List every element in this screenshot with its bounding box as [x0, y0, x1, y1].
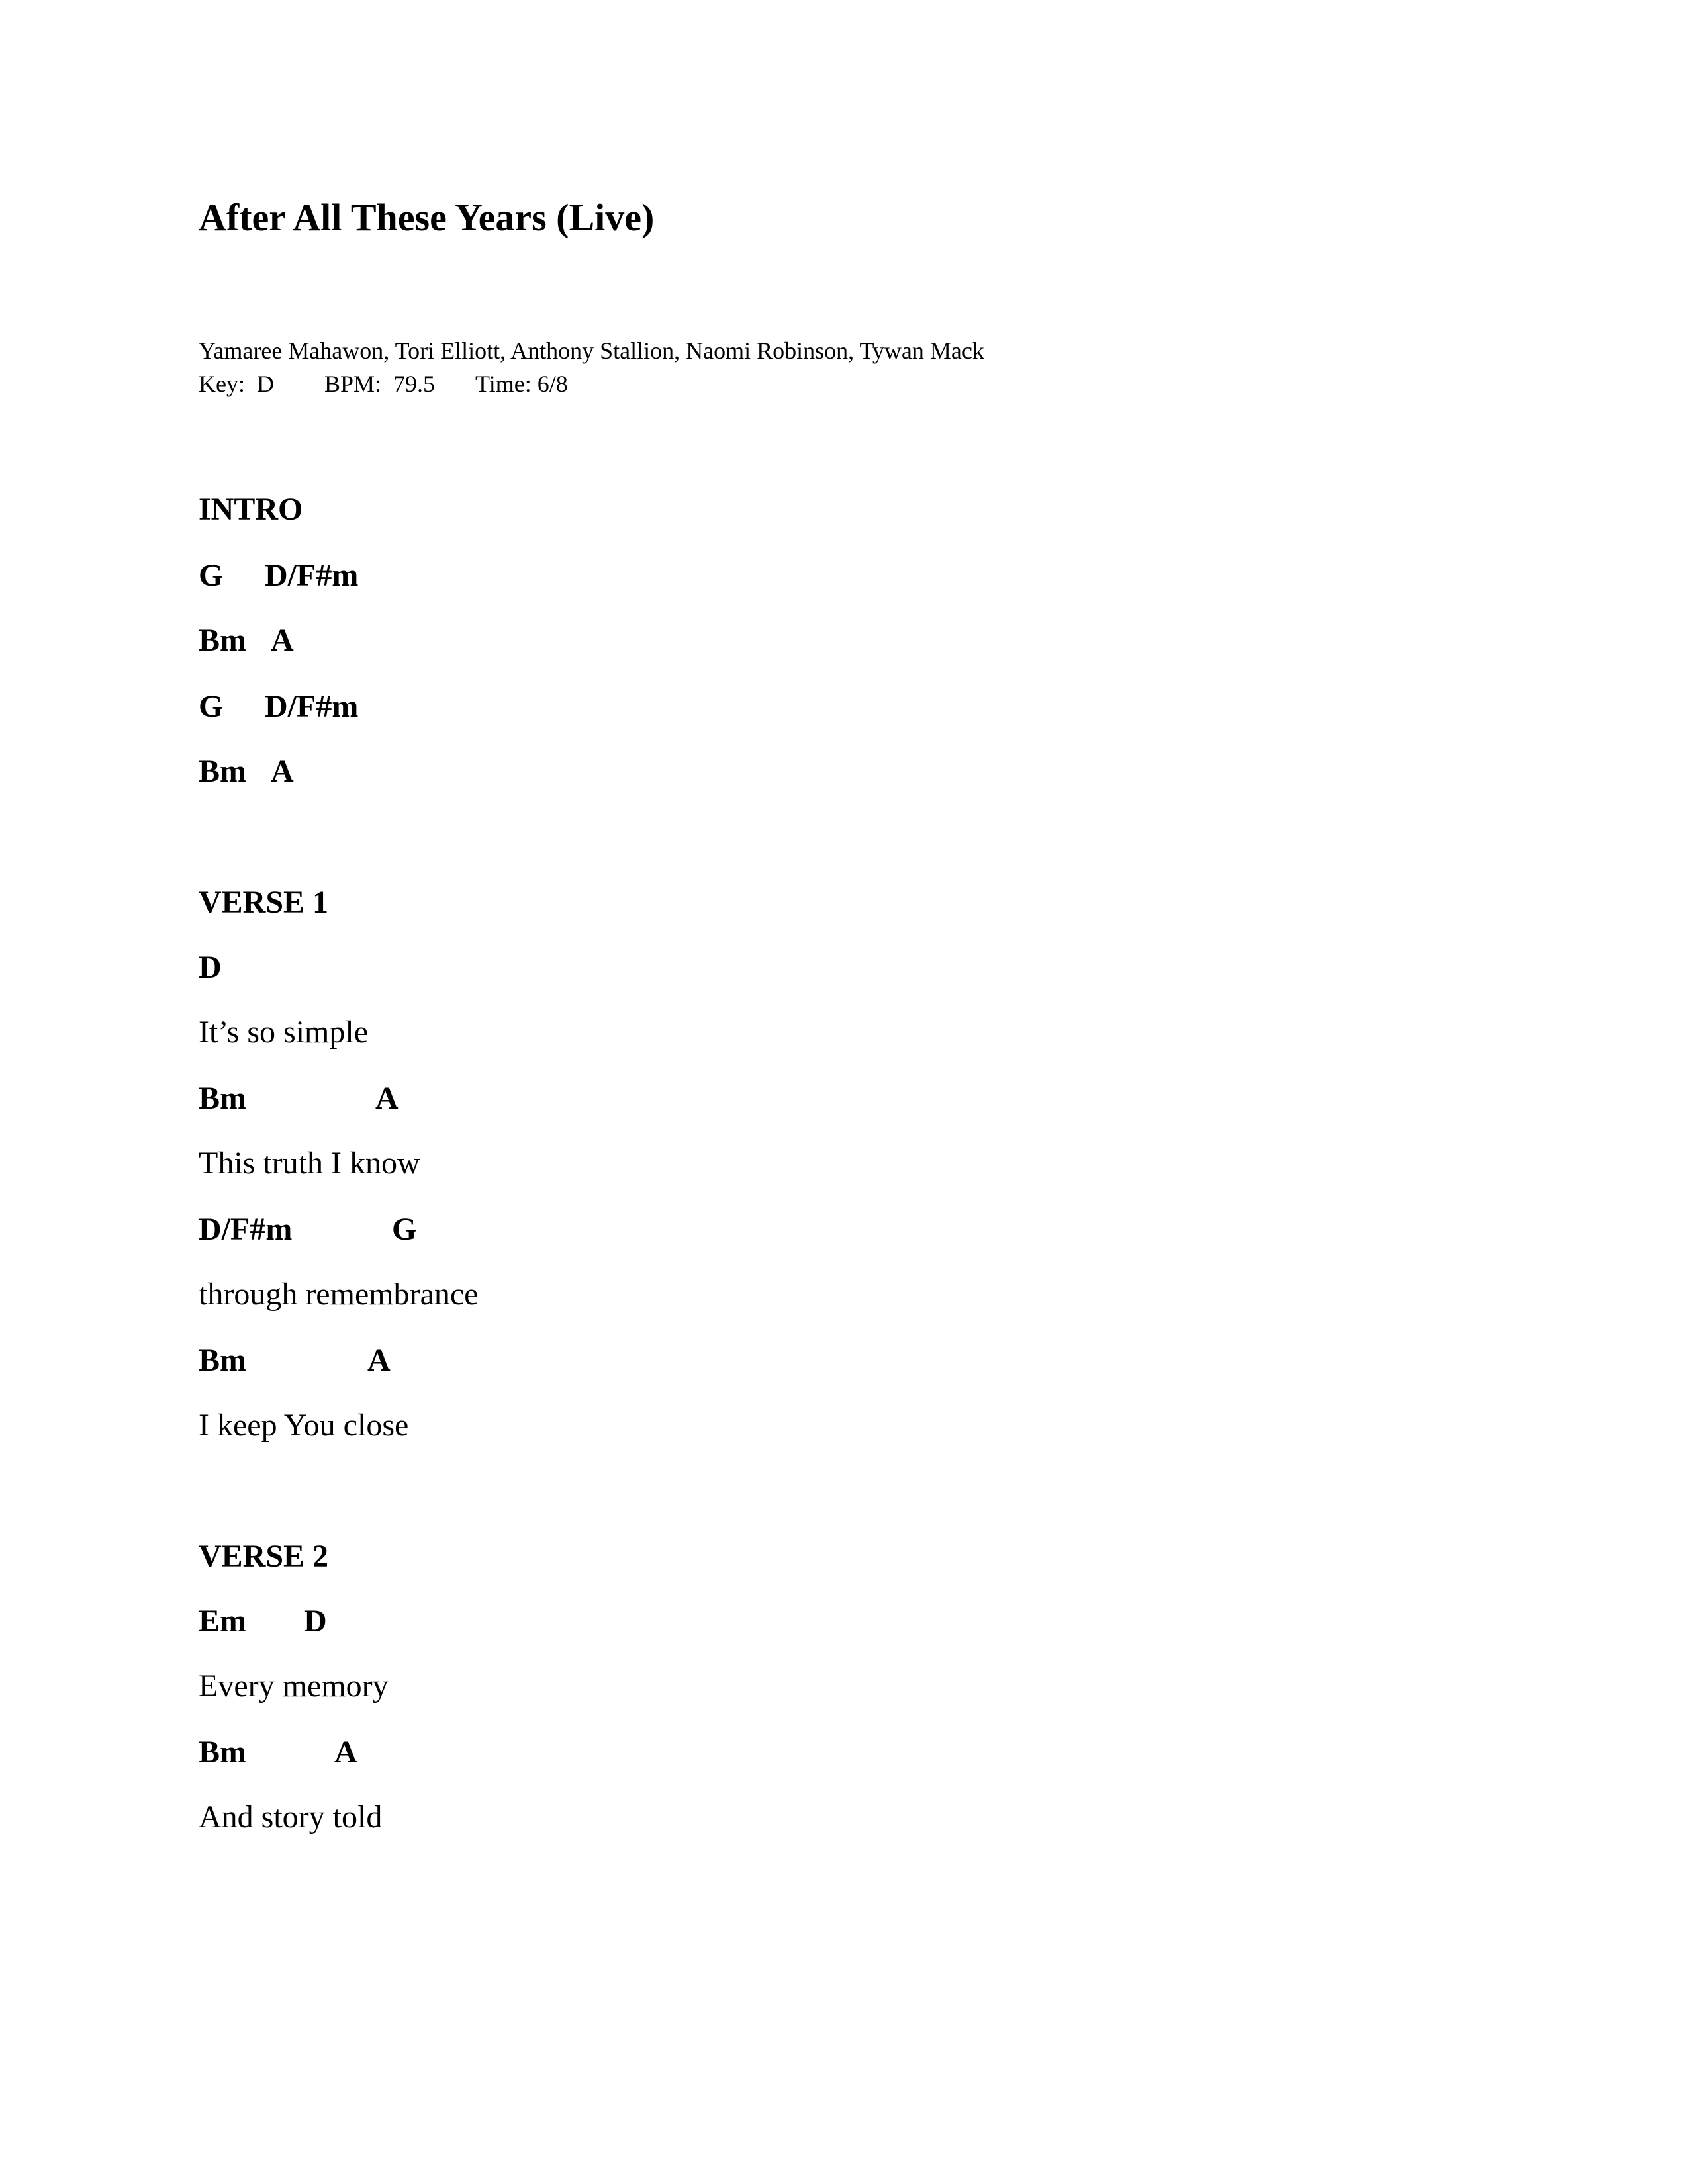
- section-heading-intro: INTRO: [199, 492, 303, 527]
- lyric-line: I keep You close: [199, 1408, 409, 1443]
- chord: G: [199, 689, 224, 724]
- chord-line: [199, 1214, 993, 1247]
- chord-line: [199, 1606, 993, 1639]
- song-time-signature: Time: 6/8: [475, 371, 568, 397]
- chord: Em: [199, 1604, 246, 1639]
- section-heading-verse-1: VERSE 1: [199, 885, 329, 920]
- lyric-line: Every memory: [199, 1668, 389, 1704]
- song-title: After All These Years (Live): [199, 196, 655, 239]
- song-key: Key: D: [199, 371, 274, 397]
- lyric-line: This truth I know: [199, 1146, 420, 1181]
- chord-line: [199, 1083, 993, 1116]
- song-authors: Yamaree Mahawon, Tori Elliott, Anthony Stallion, Naomi Robinson, Tywan Mack: [199, 338, 984, 364]
- lyric-line: through remembrance: [199, 1277, 479, 1312]
- lyric-line: It’s so simple: [199, 1015, 369, 1050]
- chord: G: [392, 1212, 417, 1247]
- chord-line: [199, 952, 993, 985]
- lyric-line: And story told: [199, 1799, 383, 1835]
- chord: Bm: [199, 623, 246, 658]
- chord: Bm: [199, 1081, 246, 1116]
- chord: Bm: [199, 754, 246, 789]
- chord: A: [367, 1343, 391, 1378]
- chord: Bm: [199, 1735, 246, 1770]
- chord: D/F#m: [265, 558, 359, 593]
- chord: G: [199, 558, 224, 593]
- chord: A: [375, 1081, 399, 1116]
- chord: A: [271, 623, 294, 658]
- song-meta-row: [199, 371, 568, 491]
- chord-line: [199, 560, 993, 593]
- chord-line: [199, 625, 993, 658]
- section-heading-verse-2: VERSE 2: [199, 1539, 329, 1574]
- chord-line: [199, 1345, 993, 1378]
- chord: D: [199, 950, 222, 985]
- chord-line: [199, 691, 993, 724]
- chord: Bm: [199, 1343, 246, 1378]
- chord: D/F#m: [265, 689, 359, 724]
- chord: D: [304, 1604, 327, 1639]
- chord: A: [271, 754, 294, 789]
- chord: A: [334, 1735, 357, 1770]
- chord: D/F#m: [199, 1212, 293, 1247]
- song-bpm: BPM: 79.5: [324, 371, 436, 397]
- chord-line: [199, 756, 993, 789]
- chord-line: [199, 1737, 993, 1770]
